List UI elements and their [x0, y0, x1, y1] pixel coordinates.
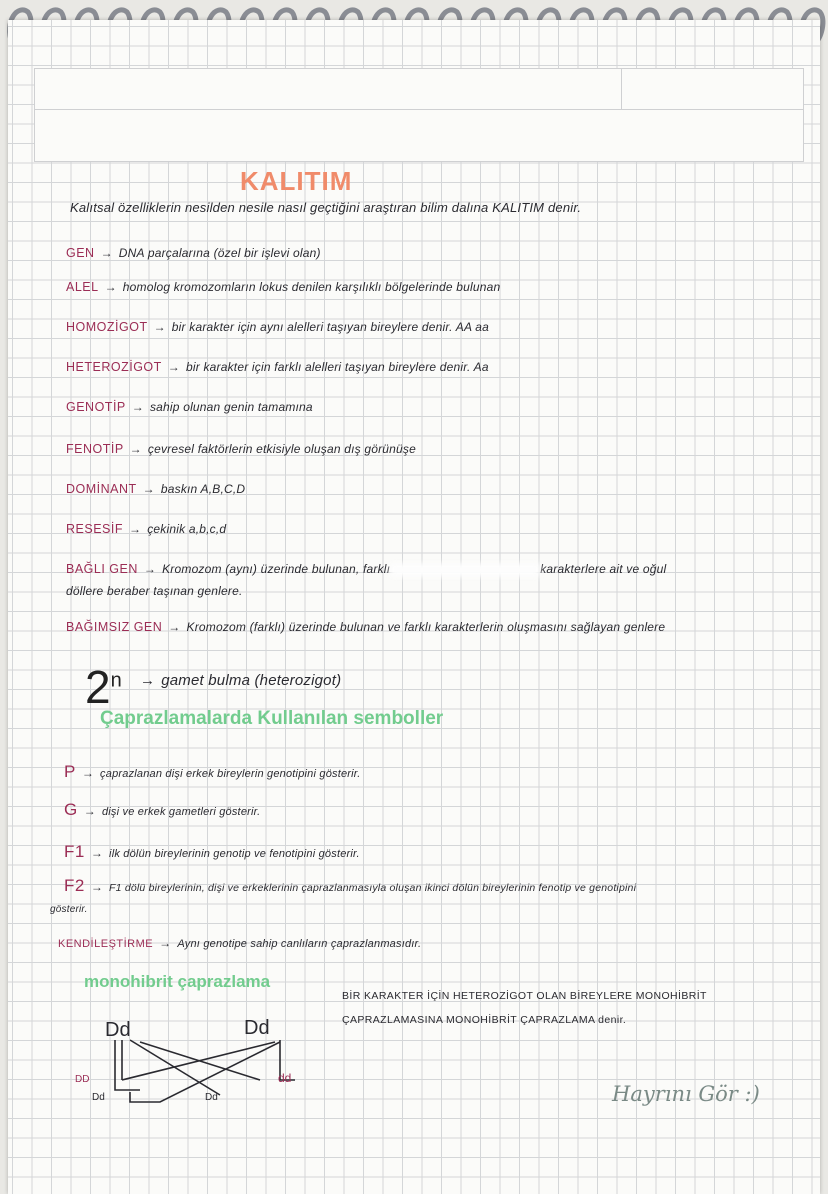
symbol-row: P → çaprazlanan dişi erkek bireylerin genotipini gösterir. — [64, 762, 361, 781]
symbol-row: G → dişi ve erkek gametleri gösterir. — [64, 800, 261, 819]
definition-term: DOMİNANT — [66, 482, 137, 496]
definition-row: HETEROZİGOT → bir karakter için farklı alelleri taşıyan bireylere denir. Aa — [66, 360, 489, 374]
mono-text-line-2: ÇAPRAZLAMASINA MONOHİBRİT ÇAPRAZLAMA denir. — [342, 1014, 627, 1026]
mono-text-line-1: BİR KARAKTER İÇİN HETEROZİGOT OLAN BİREYLERE MONOHİBRİT — [342, 990, 707, 1002]
definition-term: GEN — [66, 246, 95, 260]
definition-row: ALEL → homolog kromozomların lokus denilen karşılıklı bölgelerinde bulunan — [66, 280, 501, 294]
definition-term: BAĞLI GEN — [66, 562, 138, 576]
mono-heading: monohibrit çaprazlama — [84, 972, 271, 991]
definition-text: çekinik a,b,c,d — [147, 522, 227, 536]
gamete-desc: gamet bulma (heterozigot) — [161, 672, 342, 689]
parent2-genotype: Dd — [244, 1017, 270, 1039]
definition-text: Kromozom (farklı) üzerinde bulunan ve farklı karakterlerin oluşmasını sağlayan genlere — [186, 620, 666, 634]
definition-row: RESESİF → çekinik a,b,c,d — [66, 522, 227, 536]
definition-text: baskın A,B,C,D — [160, 482, 246, 496]
symbol-term: F2 — [64, 876, 85, 895]
definition-row: GENOTİP → sahip olunan genin tamamına — [66, 400, 313, 414]
signature: Hayrını Gör :) — [612, 1082, 760, 1106]
symbol-term: F1 — [64, 842, 85, 861]
definition-row: FENOTİP → çevresel faktörlerin etkisiyle oluşan dış görünüşe — [66, 442, 417, 456]
intro-text: Kalıtsal özelliklerin nesilden nesile nasıl geçtiğini araştıran bilim dalına KALITIM denir. — [70, 200, 582, 215]
cross-diagram — [60, 1010, 330, 1110]
symbol-text: ilk dölün bireylerinin genotip ve fenotipini gösterir. — [109, 848, 360, 860]
definition-text: homolog kromozomların lokus denilen karşılıklı bölgelerinde bulunan — [122, 280, 501, 294]
gamete-formula — [85, 660, 122, 714]
offspring-dd: dd — [278, 1071, 292, 1085]
definition-term: BAĞIMSIZ GEN — [66, 620, 163, 634]
definition-text: bir karakter için aynı alelleri taşıyan bireylere denir. AA aa — [171, 320, 489, 334]
definition-term: FENOTİP — [66, 442, 124, 456]
symbol-text: çaprazlanan dişi erkek bireylerin genotipini gösterir. — [100, 768, 361, 780]
symbol-text: Aynı genotipe sahip canlıların çaprazlanmasıdır. — [177, 938, 422, 950]
definition-term: ALEL — [66, 280, 99, 294]
symbol-term: KENDİLEŞTİRME — [58, 938, 154, 950]
symbol-continuation: gösterir. — [50, 904, 88, 915]
formula-exponent: n — [110, 669, 122, 692]
definition-text: DNA parçalarına (özel bir işlevi olan) — [118, 246, 321, 260]
offspring-Dd-2: Dd — [205, 1092, 218, 1103]
definition-row: DOMİNANT → baskın A,B,C,D — [66, 482, 246, 496]
definition-text: sahip olunan genin tamamına — [149, 400, 313, 414]
page-title: KALITIM — [240, 166, 353, 196]
definition-row: GEN → DNA parçalarına (özel bir işlevi olan) — [66, 246, 321, 260]
offspring-Dd-1: Dd — [92, 1092, 105, 1103]
formula-base: 2 — [85, 661, 111, 713]
definition-term: RESESİF — [66, 522, 123, 536]
definition-term: HOMOZİGOT — [66, 320, 148, 334]
symbols-heading: Çaprazlamalarda Kullanılan semboller — [100, 708, 444, 729]
definition-text: bir karakter için farklı alelleri taşıyan bireylere denir. Aa — [185, 360, 489, 374]
redacted-area — [390, 563, 540, 577]
symbol-term: P — [64, 762, 76, 781]
offspring-DD: DD — [75, 1074, 90, 1085]
symbol-row: KENDİLEŞTİRME → Aynı genotipe sahip canlıların çaprazlanmasıdır. — [58, 936, 422, 950]
definition-row: HOMOZİGOT → bir karakter için aynı alelleri taşıyan bireylere denir. AA aa — [66, 320, 489, 334]
symbol-text: dişi ve erkek gametleri gösterir. — [101, 806, 261, 818]
definition-text-after: karakterlere ait ve oğul — [540, 562, 667, 576]
symbol-row: F1 → ilk dölün bireylerinin genotip ve fenotipini gösterir. — [64, 842, 360, 861]
definition-continuation: döllere beraber taşınan genlere. — [66, 584, 243, 598]
definition-term: HETEROZİGOT — [66, 360, 162, 374]
symbol-row: F2 → F1 dölü bireylerinin, dişi ve erkeklerinin çaprazlanmasıyla oluşan ikinci dölün bireylerinin fenotip ve genotipini — [64, 876, 637, 895]
header-box — [34, 68, 804, 162]
definition-row: BAĞIMSIZ GEN → Kromozom (farklı) üzerinde bulunan ve farklı karakterlerin oluşmasını sağlayan genlere — [66, 620, 666, 634]
parent1-genotype: Dd — [105, 1019, 131, 1041]
symbol-text: F1 dölü bireylerinin, dişi ve erkeklerinin çaprazlanmasıyla oluşan ikinci dölün bireylerinin fenotip ve genotipini — [109, 882, 637, 894]
gamete-text: → gamet bulma (heterozigot) — [140, 672, 342, 689]
definition-term: GENOTİP — [66, 400, 126, 414]
definition-text: Kromozom (aynı) üzerinde bulunan, farklı — [162, 562, 391, 576]
symbol-term: G — [64, 800, 78, 819]
definition-text: çevresel faktörlerin etkisiyle oluşan dış görünüşe — [147, 442, 417, 456]
definition-row: BAĞLI GEN → Kromozom (aynı) üzerinde bulunan, farklı karakterlere ait ve oğul — [66, 562, 667, 576]
